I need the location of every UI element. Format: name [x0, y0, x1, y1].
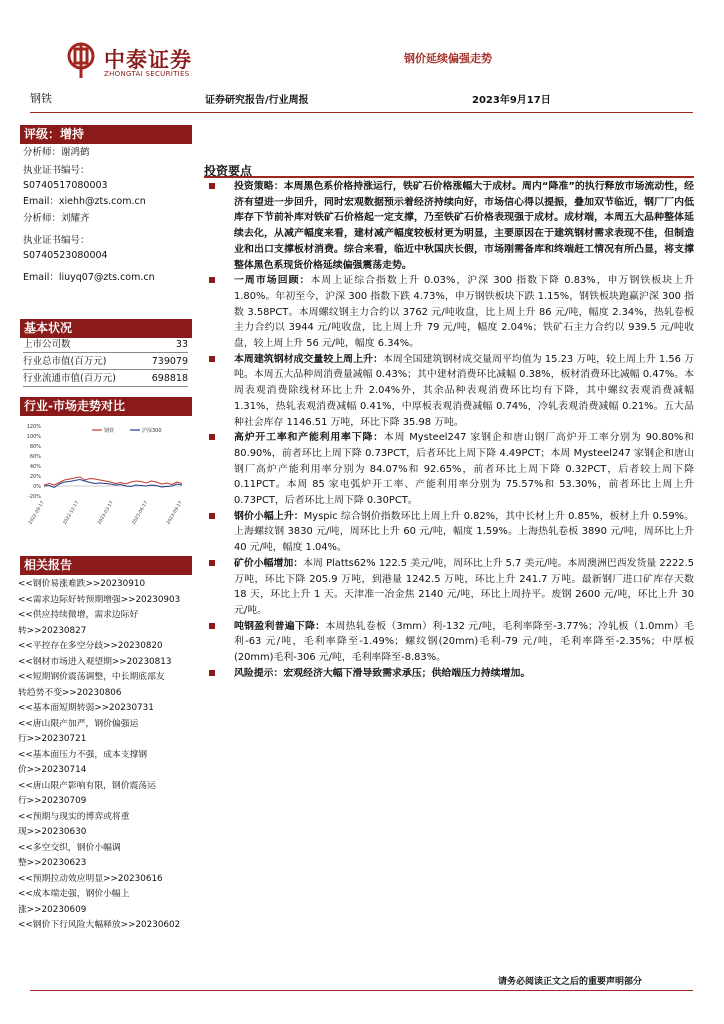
bullet-item [206, 619, 694, 666]
related-report-item[interactable]: <<钢材市场进入观望期>>20230813 [18, 656, 172, 667]
y-tick-label: 100% [26, 434, 41, 440]
zhongtai-logo-icon [66, 41, 96, 79]
trend-bar: 行业-市场走势对比 [20, 397, 192, 416]
related-report-item[interactable]: <<多空交织，钢价小幅调 [18, 842, 121, 853]
y-tick-label: 120% [26, 424, 41, 430]
related-report-item[interactable]: 整>>20230623 [18, 858, 87, 868]
bullet-square-icon [209, 670, 215, 676]
cert-number-2: S0740523080004 [23, 250, 108, 261]
related-report-item[interactable]: 现>>20230630 [18, 827, 87, 837]
y-tick-label: 0% [33, 484, 41, 490]
bullet-square-icon [209, 434, 215, 440]
email-1[interactable]: Email：xiehh@zts.com.cn [23, 196, 146, 207]
related-report-item[interactable]: <<预期与现实的博弈或将重 [18, 811, 130, 822]
basic-info-bar: 基本状况 [20, 319, 192, 338]
related-report-item[interactable]: <<预期拉动效应明显>>20230616 [18, 873, 163, 884]
cert-label-1: 执业证书编号： [23, 165, 90, 176]
bullet-text: 本周 Platts62% 122.5 美元/吨，周环比上升 5.7 美元/吨。本周澳洲巴西发货量 2222.5 万吨，环比下降 205.9 万吨，到港量 1242.5 万吨，环比上升 241.7 万吨。最新钢厂进口矿库存天数 18 天，环比上升 1 天。天津准一冶金焦 2140 元/吨，环比上周持平。废钢 2600 元/吨，环比上升 30 元/吨。 [234, 557, 694, 616]
related-bar: 相关报告 [20, 556, 192, 575]
report-type: 证券研究报告/行业周报 [205, 95, 309, 106]
related-report-item[interactable]: <<平控存在多空分歧>>20230820 [18, 641, 163, 651]
related-report-item[interactable]: <<成本端走强，钢价小幅上 [18, 889, 130, 899]
bullet-lead: 风险提示：宏观经济大幅下滑导致需求承压；供给端压力持续增加。 [234, 667, 531, 679]
bullet-item [206, 666, 694, 682]
basic-value: 698818 [151, 373, 188, 384]
x-tick-label: 2022-12-17 [62, 500, 81, 526]
analyst-2: 分析师：刘耀齐 [23, 213, 90, 224]
legend-label: 沪深300 [142, 428, 162, 434]
bullet-square-icon [209, 513, 215, 519]
header-divider [30, 112, 693, 113]
x-tick-label: 2023-09-17 [166, 500, 184, 526]
bullet-square-icon [209, 560, 215, 566]
basic-value: 739079 [151, 356, 188, 367]
y-tick-label: 60% [29, 454, 41, 460]
y-tick-label: -20% [28, 494, 41, 500]
bullet-text: Myspic 综合钢价指数环比上周上升 0.82%，其中长材上升 0.85%，板材上升 0.59%。上海螺纹钢 3830 元/吨，周环比上升 60 元/吨，幅度 1.59%。上海热轧卷板 3890 元/吨，周环比上升 40 元/吨，幅度 1.04%。 [234, 510, 694, 554]
analyst-1: 分析师：谢鸿鹤 [23, 147, 90, 158]
brand-name-en: ZHONGTAI SECURITIES [104, 70, 190, 78]
legend-label: 钢铁 [104, 428, 115, 434]
rating-bar: 评级：增持 [20, 125, 192, 144]
email-2[interactable]: Email：liuyq07@zts.com.cn [23, 272, 155, 283]
cert-label-2: 执业证书编号： [23, 235, 90, 246]
related-report-item[interactable]: <<钢价易涨难跌>>20230910 [18, 579, 146, 589]
section-title: 投资要点 [204, 164, 253, 178]
section-header [204, 160, 694, 178]
report-date: 2023年9月17日 [472, 95, 551, 106]
related-report-item[interactable]: <<短期钢价震荡调整，中长期底部友 [18, 672, 165, 682]
footer-divider [30, 990, 693, 991]
bullet-lead: 投资策略：本周黑色系价格持涨运行，铁矿石价格涨幅大于成材。周内“降准”的执行释放市场流动性，经济有望进一步回升，同时宏观数据预示着经济持续向好，市场信心得以提振，叠加双节临近，钢厂厂内低库存下节前补库对铁矿石价格起一定支撑，乃至铁矿石价格表现强于成材。成材端，本周五大品种整体延续去化，从减产幅度来看，建材减产幅度较板材更为明显，主要原因在于建筑钢材需求表现不佳，但制造业和出口支撑板材消费。综合来看，临近中秋国庆长假，市场刚需备库和终端赶工情况有所凸显，将支撑整体黑色系现货价格延续偏强震荡走势。 [234, 181, 694, 271]
bullet-text: 本周热轧卷板（3mm）利-132 元/吨，毛利率降至-3.77%；冷轧板（1.0mm）毛利-63 元/吨，毛利率降至-1.49%；螺纹钢(20mm)毛利-79 元/吨，毛利率降至-2.35%；中厚板(20mm)毛利-306 元/吨，毛利率降至-8.83%。 [234, 620, 694, 664]
bullet-square-icon [209, 623, 215, 629]
related-report-item[interactable]: <<基本面短期转弱>>20230731 [18, 703, 154, 713]
bullet-text: 本周全国建筑钢材成交量周平均值为 15.23 万吨，较上周上升 1.56 万吨。本周五大品种周消费量减幅 0.43%；其中建材消费环比减幅 0.38%，板材消费环比减幅 0.47%。本周表观消费除线材环比上升 2.04%外，其余品种表观消费环比均有下降，其中螺纹表观消费减幅 1.31%，热轧表观消费减幅 0.41%，中厚板表观消费减幅 0.74%，冷轧表观消费减幅 0.21%。五大品种社会库存 1146.51 万吨，环比下降 35.98 万吨。 [234, 353, 694, 428]
basic-row [23, 370, 188, 387]
related-report-item[interactable]: 涨>>20230609 [18, 904, 87, 915]
footer-note: 请务必阅读正文之后的重要声明部分 [498, 977, 643, 987]
related-report-item[interactable]: <<唐山限产影响有限，钢价震荡运 [18, 780, 156, 791]
x-tick-label: 2023-03-17 [97, 500, 115, 526]
related-report-item[interactable]: <<唐山限产加严，钢价偏强运 [18, 718, 139, 729]
bullet-square-icon [209, 277, 215, 283]
cert-number-1: S0740517080003 [23, 180, 108, 191]
series-line-0 [44, 477, 182, 485]
brand-name: 中泰证券 [104, 48, 192, 72]
bullet-lead: 本周建筑钢材成交量较上周上升： [234, 353, 383, 365]
related-report-item[interactable]: <<需求边际好转预期增强>>20230903 [18, 594, 181, 605]
bullet-square-icon [209, 183, 215, 189]
related-report-item[interactable]: 行>>20230709 [18, 796, 87, 806]
y-tick-label: 80% [29, 444, 41, 450]
related-report-item[interactable]: <<钢价下行风险大幅释放>>20230602 [18, 920, 181, 930]
bullet-lead: 吨钢盈利普遍下降： [234, 620, 326, 632]
bullet-item [206, 509, 694, 556]
x-tick-label: 2022-09-17 [28, 500, 46, 526]
related-report-item[interactable]: 行>>20230721 [18, 734, 87, 744]
bullet-item [206, 556, 694, 619]
bullet-item [206, 430, 694, 509]
bullet-lead: 一周市场回顾： [234, 275, 311, 287]
basic-label: 上市公司数 [23, 339, 71, 350]
basic-label: 行业总市值(百万元) [23, 356, 107, 367]
related-report-item[interactable]: 价>>20230714 [18, 765, 87, 775]
related-reports [18, 577, 198, 934]
bullet-text: 本周上证综合指数上升 0.03%，沪深 300 指数下降 0.83%，申万钢铁板块上升 1.80%。年初至今，沪深 300 指数下跌 4.73%，申万钢铁板块下跌 1.15%，钢铁板块跑赢沪深 300 指数 3.58PCT。本周螺纹钢主力合约以 3762 元/吨收盘，比上周上升 86 元/吨，幅度 2.34%，热轧卷板主力合约以 3944 元/吨收盘，比上周上升 79 元/吨，幅度 2.04%；铁矿石主力合约以 939.5 元/吨收盘，较上周上升 56 元/吨，幅度 6.34%。 [234, 275, 694, 350]
basic-row [23, 336, 188, 353]
bullet-square-icon [209, 356, 215, 362]
related-report-item[interactable]: <<基本面压力不强，成本支撑钢 [18, 749, 148, 760]
bullet-item [206, 179, 694, 273]
bullet-item [206, 273, 694, 352]
y-tick-label: 20% [29, 474, 41, 480]
bullet-list [206, 179, 694, 682]
bullet-lead: 钢价小幅上升： [234, 510, 304, 522]
x-tick-label: 2023-06-17 [131, 500, 150, 526]
related-report-item[interactable]: 转趋势不变>>20230806 [18, 687, 122, 698]
report-title: 钢价延续偏强走势 [404, 52, 492, 65]
bullet-text: 本周 Mysteel247 家钢企和唐山钢厂高炉开工率分别为 90.80%和 80.90%，前者环比上周下降 0.73PCT，后者环比上周下降 4.49PCT；本周 Mysteel247 家钢企和唐山钢厂高炉产能利用率分别为 84.07%和 92.65%，前者环比上周下降 0.32PCT，后者较上周下降 0.11PCT。本周 85 家电弧炉开工率、产能利用率分别为 75.57%和 53.30%，前者环比上周上升 0.73PCT，后者环比上周下降 0.30PCT。 [234, 432, 694, 507]
basic-value: 33 [175, 339, 188, 350]
bullet-lead: 高炉开工率和产能利用率下降： [234, 432, 384, 444]
industry-label: 钢铁 [30, 92, 52, 105]
basic-row [23, 353, 188, 370]
bullet-lead: 矿价小幅增加： [234, 557, 304, 569]
related-report-item[interactable]: 转>>20230827 [18, 625, 87, 636]
basic-label: 行业流通市值(百万元) [23, 373, 116, 384]
y-tick-label: 40% [29, 464, 41, 470]
bullet-item [206, 352, 694, 431]
trend-chart [22, 418, 192, 543]
related-report-item[interactable]: <<供应持续微增，需求边际好 [18, 610, 139, 620]
